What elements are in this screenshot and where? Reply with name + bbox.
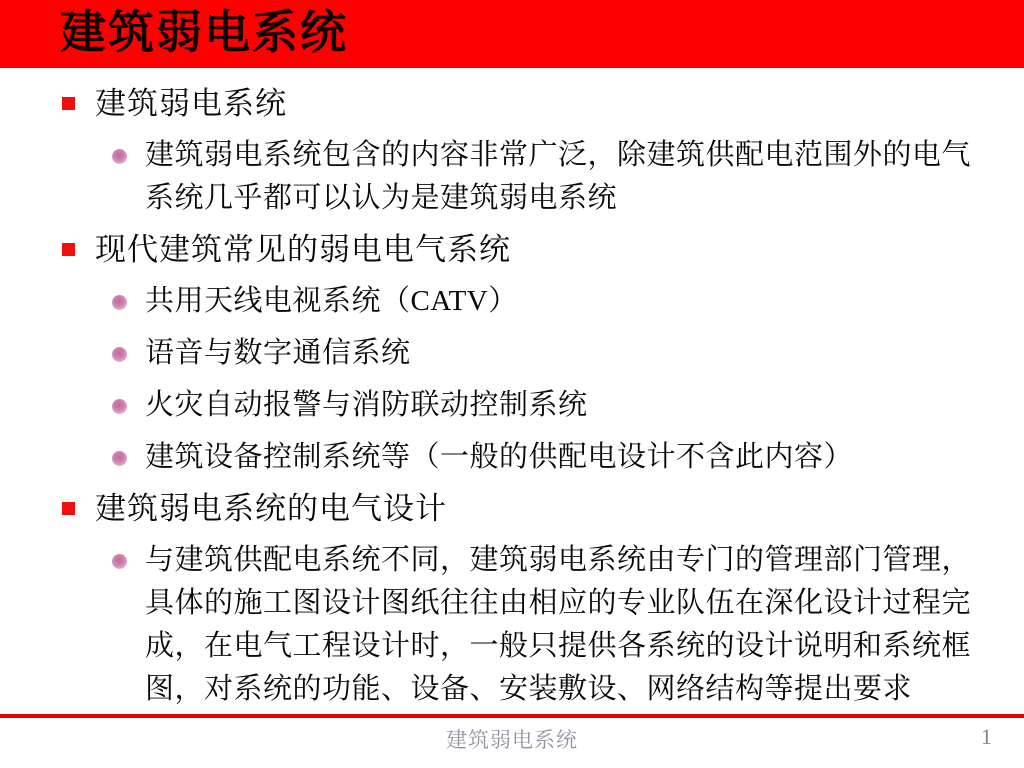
level1-bullet-label: 建筑弱电系统的电气设计 (95, 491, 447, 526)
level1-bullet-item (62, 489, 1024, 529)
level2-bullet-text: 语音与数字通信系统 (145, 337, 411, 369)
square-bullet-icon (62, 243, 75, 256)
level2-bullet-item (112, 539, 992, 711)
slide-title: 建筑弱电系统 (60, 7, 348, 58)
page-number: 1 (981, 724, 992, 749)
footer-row (0, 718, 1024, 758)
level2-bullet-text: 火灾自动报警与消防联动控制系统 (145, 389, 588, 421)
bullet-group-1 (0, 84, 1024, 220)
level2-bullet-text: 建筑设备控制系统等（一般的供配电设计不含此内容） (145, 441, 854, 473)
level2-bullet-item (112, 134, 992, 220)
level1-bullet-item (62, 230, 1024, 270)
level1-bullet-label: 现代建筑常见的弱电电气系统 (95, 232, 511, 267)
slide-body (0, 68, 1024, 714)
level2-bullet-item (112, 332, 992, 375)
level2-bullet-text: 与建筑供配电系统不同，建筑弱电系统由专门的管理部门管理，具体的施工图设计图纸往往由相应的专业队伍在深化设计过程完成，在电气工程设计时，一般只提供各系统的设计说明和系统框图，对系统的功能、设备、安装敷设、网络结构等提出要求 (145, 544, 972, 705)
level2-bullet-item (112, 384, 992, 427)
title-bar (0, 0, 1024, 68)
sphere-bullet-icon (112, 295, 127, 310)
square-bullet-icon (62, 502, 75, 515)
bullet-group-2 (0, 230, 1024, 479)
level2-bullet-text: 共用天线电视系统（CATV） (145, 285, 518, 317)
level1-bullet-item (62, 84, 1024, 124)
sphere-bullet-icon (112, 399, 127, 414)
footer-title: 建筑弱电系统 (446, 728, 578, 752)
level2-bullet-item (112, 436, 992, 479)
level2-bullet-item (112, 280, 992, 323)
bullet-group-3 (0, 489, 1024, 711)
sphere-bullet-icon (112, 451, 127, 466)
slide-footer (0, 714, 1024, 758)
sphere-bullet-icon (112, 347, 127, 362)
sphere-bullet-icon (112, 149, 127, 164)
square-bullet-icon (62, 97, 75, 110)
level1-bullet-label: 建筑弱电系统 (95, 86, 287, 121)
level2-bullet-text: 建筑弱电系统包含的内容非常广泛，除建筑供配电范围外的电气系统几乎都可以认为是建筑弱电系统 (145, 139, 972, 214)
sphere-bullet-icon (112, 554, 127, 569)
